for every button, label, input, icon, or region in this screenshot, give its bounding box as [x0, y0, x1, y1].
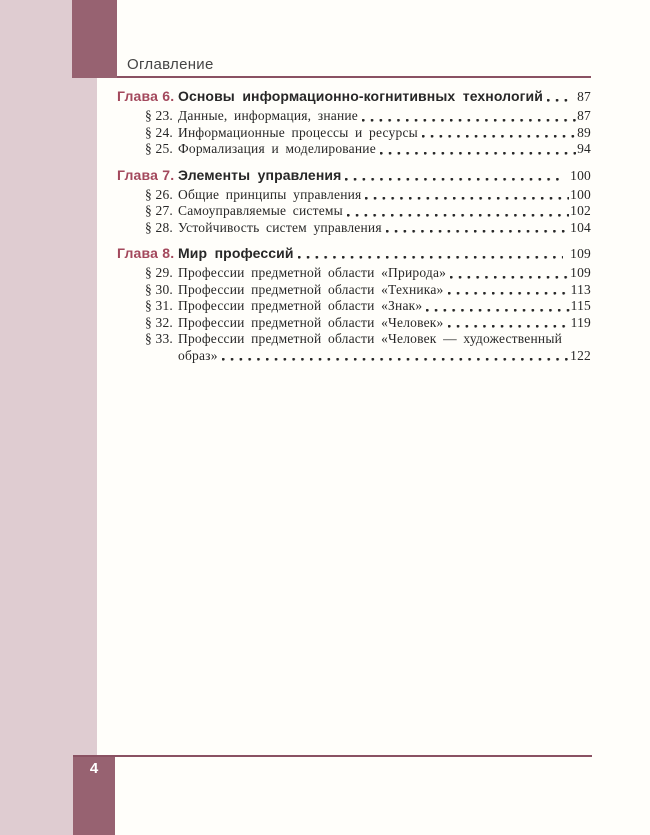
toc-entry-page: 122 [570, 347, 591, 363]
toc-entry-number: Глава 7. [117, 166, 175, 183]
dot-leader [347, 203, 569, 220]
toc-entry-page: 104 [570, 219, 591, 235]
dot-leader [422, 125, 576, 142]
toc-entry-number: § 23. [145, 108, 173, 123]
toc-chapter-row [117, 245, 591, 262]
toc-entry-page: 109 [570, 265, 591, 280]
toc-section-row [117, 265, 591, 282]
toc-entry-title: Устойчивость систем управления [178, 219, 382, 235]
dot-leader [345, 167, 563, 184]
toc-entry-page: 119 [570, 314, 591, 330]
toc-entry-number: § 24. [145, 124, 173, 140]
dot-leader [362, 108, 576, 125]
toc-chapter-row [117, 88, 591, 105]
toc-section-row [117, 331, 591, 348]
toc-entry-title: Информационные процессы и ресурсы [178, 124, 418, 140]
toc-entry-page: 87 [577, 89, 591, 104]
toc-entry-page: 102 [570, 203, 591, 218]
toc-section-row [117, 298, 591, 315]
toc-entry-number: § 28. [145, 219, 173, 235]
toc-entry-page: 109 [570, 246, 591, 261]
left-margin-stripe [0, 0, 97, 757]
toc-entry-title: Профессии предметной области «Человек — художественный [178, 331, 563, 346]
toc-entry-title: Основы информационно-когнитивных технологий [178, 88, 543, 104]
toc-entry-title: Формализация и моделирование [178, 141, 376, 156]
toc-entry-number: § 30. [145, 281, 173, 297]
toc-section-row [117, 282, 591, 299]
toc-entry-number: § 26. [145, 186, 173, 202]
dot-leader [380, 141, 576, 158]
toc-section-row [117, 125, 591, 142]
toc-entry-page: 89 [577, 124, 591, 140]
toc-entry-number: Глава 8. [117, 245, 175, 261]
footer-rule [73, 755, 592, 757]
toc-entry-title: образ» [178, 347, 218, 363]
toc-section-row [117, 315, 591, 332]
header-rule [73, 76, 591, 78]
page-header-title: Оглавление [127, 56, 214, 73]
dot-leader [365, 187, 569, 204]
dot-leader [547, 88, 570, 105]
toc-entry-page: 100 [570, 167, 591, 183]
dot-leader [298, 245, 564, 262]
toc-entry-title: Профессии предметной области «Знак» [178, 298, 423, 313]
dot-leader [448, 282, 570, 299]
toc-entry-number: § 31. [145, 298, 173, 313]
toc-entry-number: § 25. [145, 141, 173, 156]
toc-entry-title: Данные, информация, знание [178, 108, 358, 123]
footer-page-block [73, 757, 115, 835]
toc-entry-number: § 32. [145, 314, 173, 330]
toc-entry-page: 87 [577, 108, 591, 123]
toc-section-row [117, 220, 591, 237]
toc-entry-number: § 33. [145, 331, 173, 346]
toc-section-row [117, 348, 591, 365]
toc-entry-title: Самоуправляемые системы [178, 203, 343, 218]
toc-entry-title: Мир профессий [178, 245, 294, 261]
left-margin-stripe-lower [0, 757, 73, 835]
toc-chapter-row [117, 167, 591, 184]
toc-section-row [117, 187, 591, 204]
header-corner-block [72, 0, 117, 78]
table-of-contents [117, 88, 591, 364]
toc-entry-title: Общие принципы управления [178, 186, 362, 202]
toc-entry-page: 113 [570, 281, 591, 297]
dot-leader [386, 220, 569, 237]
toc-entry-number: § 27. [145, 203, 173, 218]
toc-section-row [117, 203, 591, 220]
toc-entry-title: Профессии предметной области «Человек» [178, 314, 444, 330]
toc-entry-title: Профессии предметной области «Техника» [178, 281, 444, 297]
toc-section-row [117, 141, 591, 158]
toc-section-row [117, 108, 591, 125]
dot-leader [450, 265, 569, 282]
footer-page-number: 4 [89, 760, 99, 777]
toc-entry-page: 100 [570, 186, 591, 202]
toc-entry-title: Профессии предметной области «Природа» [178, 265, 447, 280]
toc-entry-number: § 29. [145, 265, 173, 280]
dot-leader [426, 298, 569, 315]
dot-leader [448, 315, 570, 332]
toc-entry-number: Глава 6. [117, 88, 175, 104]
toc-entry-title: Элементы управления [178, 166, 342, 183]
dot-leader [222, 348, 569, 365]
toc-entry-page: 115 [570, 298, 591, 313]
toc-entry-page: 94 [577, 141, 591, 156]
